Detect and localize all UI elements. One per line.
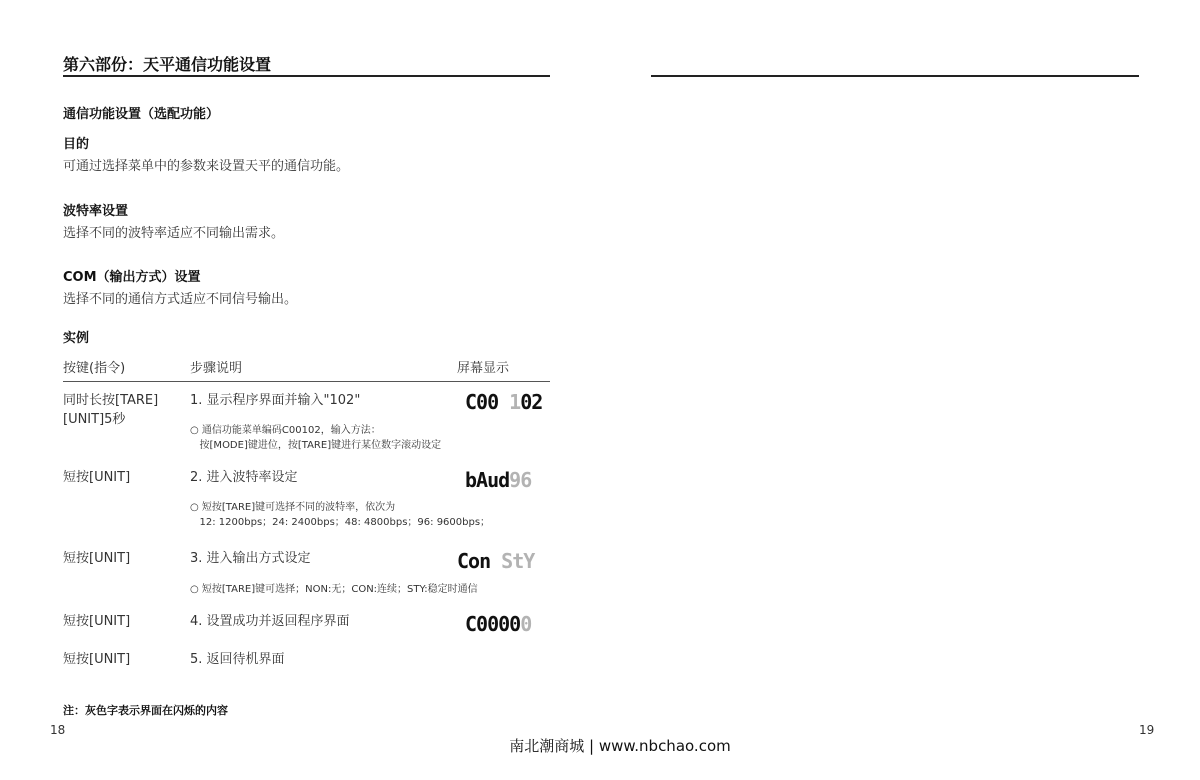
com-text: 选择不同的通信方式适应不同信号输出。 (63, 292, 298, 307)
row4-lcd-off: 0 (520, 612, 532, 636)
row1-key-line1: 同时长按[TARE] (63, 393, 159, 408)
row2-lcd-off: 96 (509, 468, 532, 492)
row3-lcd-display (457, 549, 534, 573)
row5-step: 5. 返回待机界面 (190, 652, 285, 667)
baud-heading: 波特率设置 (63, 204, 129, 219)
row3-key: 短按[UNIT] (63, 551, 131, 566)
example-heading: 实例 (63, 331, 90, 346)
col-header-key: 按键(指令) (63, 361, 126, 376)
row3-step: 3. 进入输出方式设定 (190, 551, 311, 566)
table-header-rule (63, 381, 550, 382)
purpose-heading: 目的 (63, 137, 90, 152)
header-rule-right (651, 75, 1139, 77)
section-title: 第六部份：天平通信功能设置 (63, 55, 272, 74)
header-rule-left (63, 75, 550, 77)
row1-note2: 按[MODE]键进位，按[TARE]键进行某位数字滚动设定 (190, 440, 442, 451)
row4-lcd-on: C0000 (465, 612, 521, 636)
row4-key: 短按[UNIT] (63, 614, 131, 629)
baud-text: 选择不同的波特率适应不同输出需求。 (63, 226, 285, 241)
row2-key: 短按[UNIT] (63, 470, 131, 485)
col-header-display: 屏幕显示 (457, 361, 510, 376)
row3-note1: ○ 短按[TARE]键可选择；NON:无；CON:连续；STY:稳定时通信 (190, 584, 478, 595)
com-heading: COM（输出方式）设置 (63, 270, 201, 285)
row3-lcd-off: StY (490, 549, 535, 573)
col-header-step: 步骤说明 (190, 361, 243, 376)
row1-step: 1. 显示程序界面并输入"102" (190, 393, 361, 408)
row2-step: 2. 进入波特率设定 (190, 470, 298, 485)
row1-note1: ○ 通信功能菜单编码C00102，输入方法： (190, 425, 381, 436)
row1-lcd-off: 1 (509, 390, 521, 414)
row1-lcd-display (465, 390, 542, 414)
footnote: 注：灰色字表示界面在闪烁的内容 (63, 704, 228, 717)
row2-note1: ○ 短按[TARE]键可选择不同的波特率，依次为 (190, 502, 396, 513)
row5-key: 短按[UNIT] (63, 652, 131, 667)
row2-lcd-on: bAud (465, 468, 510, 492)
row1-lcd-on: C00 (465, 390, 510, 414)
subtitle: 通信功能设置（选配功能） (63, 107, 220, 122)
row3-lcd-on: Con (457, 549, 491, 573)
row2-lcd-display (465, 468, 531, 492)
row1-lcd-on2: 02 (520, 390, 543, 414)
row4-step: 4. 设置成功并返回程序界面 (190, 614, 350, 629)
purpose-text: 可通过选择菜单中的参数来设置天平的通信功能。 (63, 159, 350, 174)
row4-lcd-display (465, 612, 531, 636)
page-number-left: 18 (50, 723, 66, 737)
row1-key-line2: [UNIT]5秒 (63, 412, 126, 427)
footer-site-link[interactable]: 南北潮商城 | www.nbchao.com (509, 737, 731, 755)
row2-note2: 12: 1200bps；24: 2400bps；48: 4800bps；96: 9600bps； (190, 517, 491, 528)
page-number-right: 19 (1139, 723, 1155, 737)
